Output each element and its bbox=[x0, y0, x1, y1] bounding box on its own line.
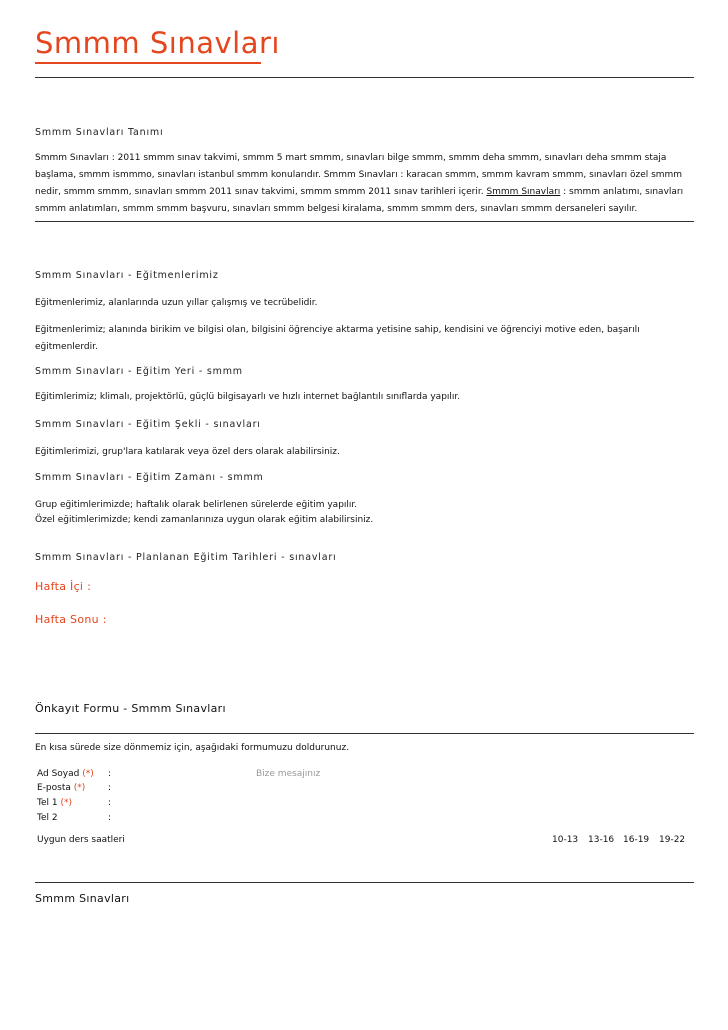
egitmen-paragraph-1: Eğitmenlerimiz, alanlarında uzun yıllar çalışmış ve tecrübelidir. bbox=[35, 298, 318, 308]
hour-option-13-16[interactable]: 13-16 bbox=[588, 835, 615, 845]
form-title: Önkayıt Formu - Smmm Sınavları bbox=[35, 702, 226, 715]
field-e-posta[interactable] bbox=[35, 783, 235, 797]
required-mark: (*) bbox=[73, 783, 86, 793]
field-tel-2[interactable] bbox=[35, 813, 235, 827]
tanim-text-1: Smmm Sınavları : 2011 smmm sınav takvimi, smmm 5 mart smmm, sınavları bilge smmm, smmm deha smmm, sınavları deha smmm staja başlama, smmm ismmmo, sınavları istanbul smmm konularıdır. Smmm Sınavları : karacan smmm, smmm kavram smmm, sınavları özel smmm nedir, smmm smmm, sınavları smmm 2011 sınav takvimi, smmm smmm 2011 sınav tarihleri içerir. bbox=[35, 153, 683, 197]
field-label bbox=[37, 783, 85, 793]
divider bbox=[35, 221, 694, 222]
smmm-sinavlari-link[interactable]: Smmm Sınavları bbox=[486, 187, 561, 197]
hafta-sonu-label: Hafta Sonu : bbox=[35, 613, 107, 626]
hour-option-19-22[interactable]: 19-22 bbox=[659, 835, 686, 845]
section-title-egitim-zamani: Smmm Sınavları - Eğitim Zamanı - smmm bbox=[35, 472, 264, 483]
field-tel-1[interactable] bbox=[35, 798, 235, 812]
hours-label: Uygun ders saatleri bbox=[37, 835, 125, 845]
tanim-paragraph bbox=[35, 150, 697, 218]
field-colon: : bbox=[108, 769, 112, 779]
egitmen-paragraph-2: Eğitmenlerimiz; alanında birikim ve bilgisi olan, bilgisini öğrenciye aktarma yetisine sahip, kendisini ve öğrenciyi motive eden, başarılı eğitmenlerdir. bbox=[35, 325, 640, 352]
form-intro: En kısa sürede size dönmemiz için, aşağıdaki formumuzu doldurunuz. bbox=[35, 743, 350, 753]
field-label-text: Tel 2 bbox=[37, 813, 58, 823]
field-label-text: E-posta bbox=[37, 783, 71, 793]
hafta-ici-label: Hafta İçi : bbox=[35, 580, 92, 593]
field-label bbox=[37, 769, 94, 779]
hour-option-16-19[interactable]: 16-19 bbox=[623, 835, 650, 845]
section-title-tanim: Smmm Sınavları Tanımı bbox=[35, 127, 164, 138]
field-label bbox=[37, 813, 58, 823]
field-ad-soyad[interactable] bbox=[35, 769, 235, 783]
divider bbox=[35, 77, 694, 78]
section-title-egitmenler: Smmm Sınavları - Eğitmenlerimiz bbox=[35, 270, 219, 281]
field-colon: : bbox=[108, 783, 112, 793]
egitim-zamani-paragraph-2: Özel eğitimlerimizde; kendi zamanlarınıza uygun olarak eğitim alabilirsiniz. bbox=[35, 515, 374, 525]
field-label-text: Tel 1 bbox=[37, 798, 58, 808]
required-mark: (*) bbox=[60, 798, 72, 808]
section-title-egitim-sekli: Smmm Sınavları - Eğitim Şekli - sınavları bbox=[35, 419, 261, 430]
field-colon: : bbox=[108, 798, 112, 808]
section-title-egitim-yeri: Smmm Sınavları - Eğitim Yeri - smmm bbox=[35, 366, 243, 377]
divider bbox=[35, 882, 694, 883]
egitim-zamani-paragraph-1: Grup eğitimlerimizde; haftalık olarak belirlenen sürelerde eğitim yapılır. bbox=[35, 500, 358, 510]
hour-option-10-13[interactable]: 10-13 bbox=[552, 835, 579, 845]
field-label-text: Ad Soyad bbox=[37, 769, 80, 779]
message-textarea[interactable]: Bize mesajınız bbox=[256, 769, 321, 779]
divider bbox=[35, 733, 694, 734]
field-label bbox=[37, 798, 72, 808]
tanim-text-2: : smmm anlatımı, sınavları smmm anlatımları, smmm smmm başvuru, sınavları smmm belgesi kiralama, smmm smmm ders, sınavları smmm dersaneleri sayılır. bbox=[35, 187, 684, 214]
title-underline bbox=[35, 62, 261, 64]
section-title-planlanan-tarihler: Smmm Sınavları - Planlanan Eğitim Tarihleri - sınavları bbox=[35, 552, 337, 563]
egitim-yeri-paragraph: Eğitimlerimiz; klimalı, projektörlü, güçlü bilgisayarlı ve hızlı internet bağlantılı sınıflarda yapılır. bbox=[35, 392, 461, 402]
field-colon: : bbox=[108, 813, 112, 823]
egitim-sekli-paragraph: Eğitimlerimizi, grup'lara katılarak veya özel ders olarak alabilirsiniz. bbox=[35, 447, 340, 457]
footer-title: Smmm Sınavları bbox=[35, 892, 130, 905]
required-mark: (*) bbox=[82, 769, 94, 779]
page-title: Smmm Sınavları bbox=[35, 26, 280, 60]
